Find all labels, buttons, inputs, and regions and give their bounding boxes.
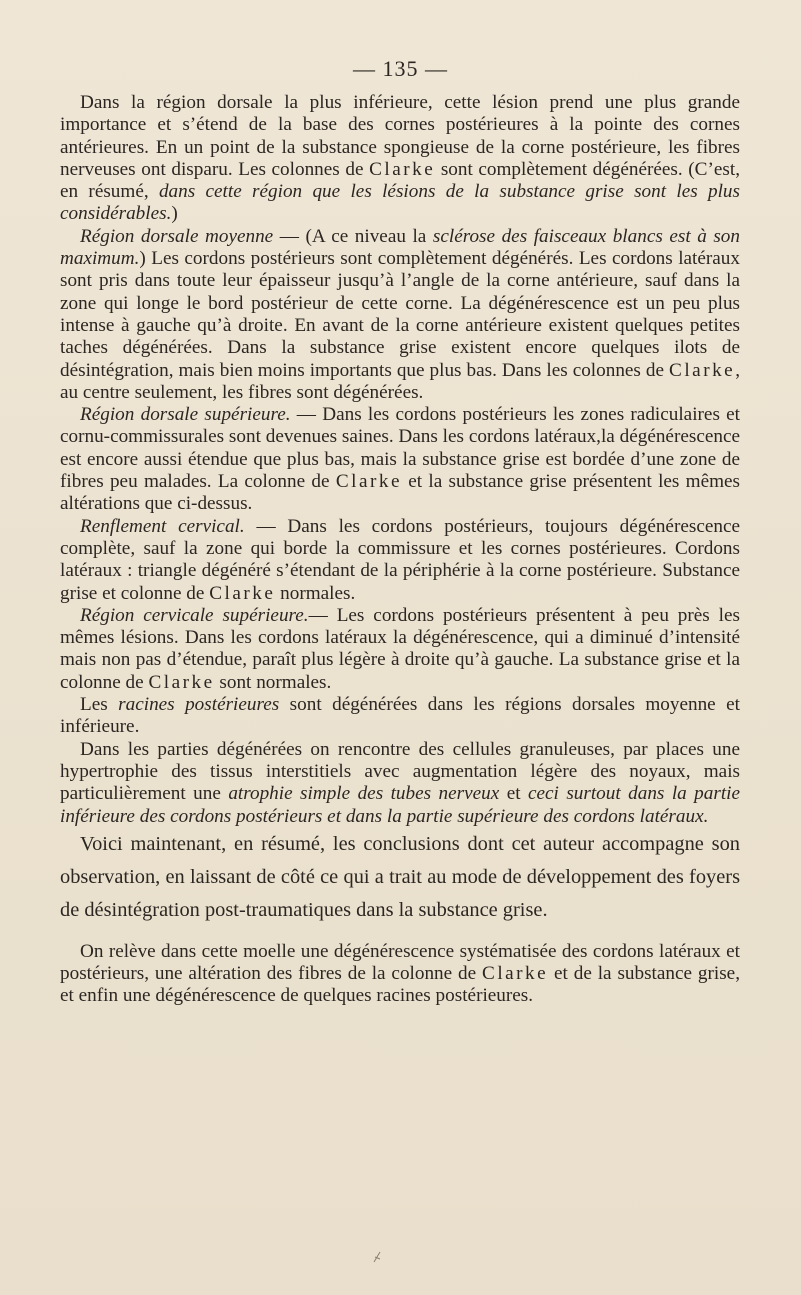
spaced-name: Clarke xyxy=(335,471,402,493)
italic-text: dans cette région que les lésions de la substance grise sont les plus considérables. xyxy=(60,181,740,225)
paragraph xyxy=(60,694,740,739)
text-run: — (A ce niveau la xyxy=(273,225,433,247)
paragraph xyxy=(60,92,740,226)
page-number: — 135 — xyxy=(353,56,448,81)
text-run: ) Les cordons postérieurs sont complètement dégénérés. Les cordons latéraux sont pris dans toute leur épaisseur jusqu’à l’angle de la corne antérieure, sauf dans la zone qui longe le bord postérieur de cette corne. La dégénérescence est un peu plus intense à gauche qu’à droite. En avant de la corne antérieure existent quelques petites taches dégénérées. Dans la substance grise existent encore quelques ilots de désintégration, mais bien moins importants que plus bas. Dans les colonnes de xyxy=(60,248,740,381)
body-text xyxy=(60,92,740,1008)
text-run: ) xyxy=(171,203,178,225)
text-run: Dans les parties dégénérées on rencontre des cellules granuleuses, par places une hypertrophie des tissus interstitiels avec augmentation légère des noyaux, mais particulièrement une xyxy=(60,738,740,805)
text-run: Voici maintenant, en résumé, les conclusions dont cet auteur accompagne son observation, en laissant de côté ce qui a trait au mode de développement des foyers de désintégration post-traumatiques dans la substance grise. xyxy=(60,832,740,921)
text-run: et de la substance grise, et enfin une dégénérescence de quelques racines postérieures. xyxy=(60,963,740,1007)
italic-text: Région dorsale supérieure. xyxy=(80,404,291,426)
spaced-name: Clarke xyxy=(669,359,736,381)
text-run: sont normales. xyxy=(214,671,332,693)
text-run: et la substance grise présentent les mêmes altérations que ci-dessus. xyxy=(60,471,741,515)
text-run: et xyxy=(499,783,528,805)
pencil-mark-icon xyxy=(372,1250,382,1264)
paragraph xyxy=(60,226,740,404)
text-run: , au centre seulement, les fibres sont dégénérées. xyxy=(60,359,740,403)
italic-text: atrophie simple des tubes nerveux xyxy=(228,783,500,805)
text-run: On relève dans cette moelle une dégénérescence systématisée des cordons latéraux et postérieurs, une altération des fibres de la colonne de xyxy=(60,940,740,985)
italic-text: Renflement cervical. xyxy=(80,515,245,537)
spaced-name: Clarke xyxy=(482,963,549,985)
paragraph xyxy=(60,739,740,828)
italic-text: ceci surtout dans la partie inférieure des cordons postérieurs et dans la partie supérieure des cordons latéraux. xyxy=(60,783,741,827)
text-run: Les xyxy=(80,694,119,716)
text-run: — Les cordons postérieurs présentent à peu près les mêmes lésions. Dans les cordons latéraux la dégénérescence, qui a diminué d’intensité mais non pas d’étendue, paraît plus légère à droite qu’à gauche. La substance grise et la colonne de xyxy=(60,604,740,693)
text-run: sont complètement dégénérées. (C’est, en résumé, xyxy=(60,158,740,203)
text-run: normales. xyxy=(275,582,356,604)
text-run: — Dans les cordons postérieurs les zones radiculaires et cornu-commissurales sont devenues saines. Dans les cordons latéraux,la dégénérescence est encore aussi étendue que plus bas, mais la substance grise est bordée d’une zone de fibres peu malades. La colonne de xyxy=(60,404,740,493)
spaced-name: Clarke xyxy=(148,671,215,693)
spaced-name: Clarke xyxy=(209,582,276,604)
italic-text: racines postérieures xyxy=(118,694,280,716)
paragraph xyxy=(60,605,740,694)
paragraph xyxy=(60,828,740,927)
paragraph xyxy=(60,941,740,1008)
italic-text: Région cervicale supérieure. xyxy=(80,604,309,626)
paragraph xyxy=(60,516,740,605)
text-run: — Dans les cordons postérieurs, toujours dégénérescence complète, sauf la zone qui borde la commissure et les cornes postérieures. Cordons latéraux : triangle dégénéré s’étendant de la périphérie à la corne postérieure. Substance grise et colonne de xyxy=(60,515,740,604)
text-run: Dans la région dorsale la plus inférieure, cette lésion prend une plus grande importance et s’étend de la base des cornes postérieures à la pointe des cornes antérieures. En un point de la substance spongieuse de la corne postérieure, les fibres nerveuses ont disparu. Les colonnes de xyxy=(60,92,740,180)
text-run: sont dégénérées dans les régions dorsales moyenne et inférieure. xyxy=(60,694,740,738)
paragraph xyxy=(60,404,740,515)
italic-text: sclérose des faisceaux blancs est à son maximum. xyxy=(60,225,740,270)
italic-text: Région dorsale moyenne xyxy=(80,225,274,247)
spaced-name: Clarke xyxy=(369,158,436,180)
